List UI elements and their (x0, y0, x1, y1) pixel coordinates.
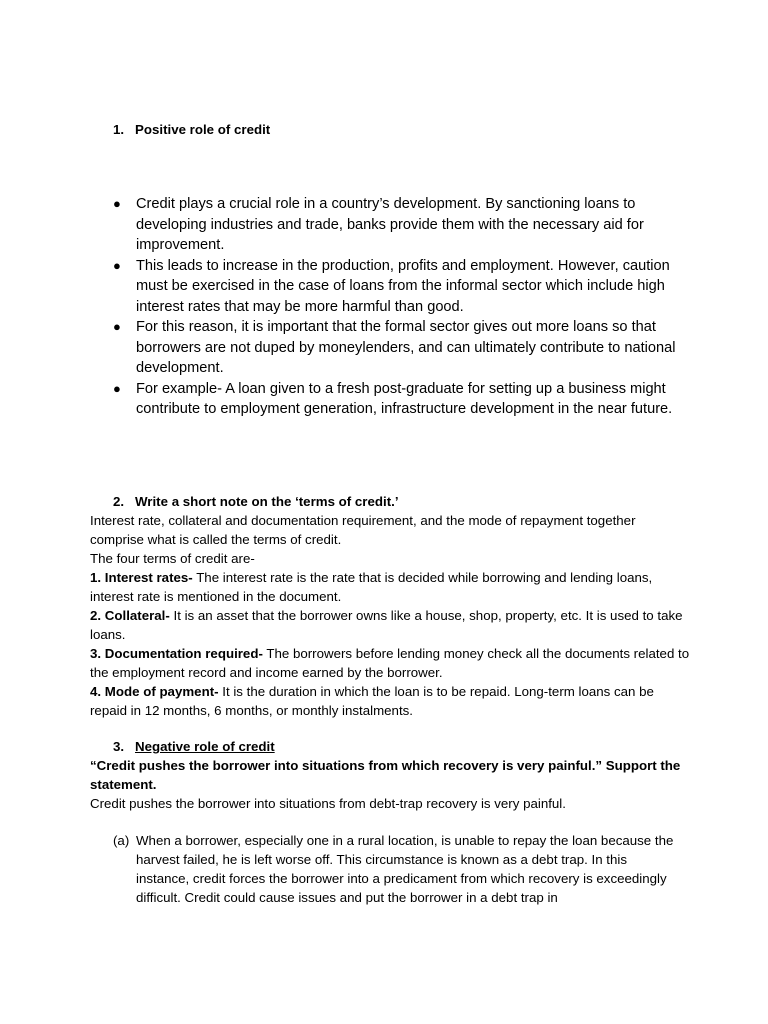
bullet-item (113, 194, 683, 256)
bullet-icon: ● (113, 380, 121, 396)
term-text: The borrowers before lending money check all the documents related to the employment record and income earned by the borrower. (90, 646, 690, 680)
term-text: The interest rate is the rate that is decided while borrowing and lending loans, interest rate is mentioned in the document. (90, 570, 653, 604)
section-3-answer-intro: Credit pushes the borrower into situations from debt-trap recovery is very painful. (90, 796, 566, 811)
sub-item-marker: (a) (113, 833, 130, 848)
section-1-heading (113, 121, 270, 139)
bullet-text: Credit plays a crucial role in a country’s development. By sanctioning loans to developing industries and trade, banks provide them with the necessary aid for improvement. (136, 196, 644, 253)
term-paragraph (90, 682, 690, 720)
bullet-item (113, 256, 683, 318)
section-3-question: “Credit pushes the borrower into situations from which recovery is very painful.” Support the statement. (90, 758, 681, 792)
section-3-number: 3. (113, 739, 125, 754)
term-label: 4. Mode of payment- (90, 684, 219, 699)
section-3 (90, 737, 690, 813)
bullet-text: For example- A loan given to a fresh post-graduate for setting up a business might contribute to employment generation, infrastructure development in the near future. (136, 380, 673, 417)
term-label: 2. Collateral- (90, 608, 170, 623)
term-text: It is an asset that the borrower owns like a house, shop, property, etc. It is used to take loans. (90, 608, 683, 642)
term-paragraph (90, 606, 690, 644)
sub-item-text: When a borrower, especially one in a rural location, is unable to repay the loan because the harvest failed, he is left worse off. This circumstance is known as a debt trap. In this instance, credit forces the borrower into a predicament from which recovery is exceedingly difficult. Credit could cause issues and put the borrower in a debt trap in (136, 833, 674, 905)
section-3-title: Negative role of credit (135, 739, 275, 754)
bullet-item (113, 317, 683, 379)
term-text: It is the duration in which the loan is to be repaid. Long-term loans can be repaid in 12 months, 6 months, or monthly instalments. (90, 684, 654, 718)
bullet-text: For this reason, it is important that the formal sector gives out more loans so that borrowers are not duped by moneylenders, and can ultimately contribute to national development. (136, 319, 676, 376)
bullet-item (113, 379, 683, 420)
section-1-title: Positive role of credit (135, 122, 271, 137)
bullet-text: This leads to increase in the production, profits and employment. However, caution must be exercised in the case of loans from the informal sector which include high interest rates that may be more harmful than good. (136, 257, 670, 315)
term-label: 1. Interest rates- (90, 570, 193, 585)
term-paragraph (90, 644, 690, 682)
bullet-icon: ● (113, 196, 121, 211)
section-3-heading (90, 737, 690, 756)
bullet-icon: ● (113, 319, 121, 334)
sub-item-a (113, 831, 683, 907)
section-2 (90, 492, 690, 720)
bullet-icon: ● (113, 257, 121, 273)
term-label: 3. Documentation required- (90, 646, 263, 661)
section-2-intro: Interest rate, collateral and documentation requirement, and the mode of repayment together comprise what is called the terms of credit. (90, 513, 636, 547)
section-2-number: 2. (113, 494, 125, 509)
section-1-bullet-list (113, 194, 683, 420)
section-2-lead: The four terms of credit are- (90, 551, 255, 566)
section-2-heading (90, 492, 690, 511)
section-1-number: 1. (113, 122, 125, 137)
term-paragraph (90, 568, 690, 606)
section-2-title: Write a short note on the ‘terms of credit.’ (135, 494, 399, 509)
